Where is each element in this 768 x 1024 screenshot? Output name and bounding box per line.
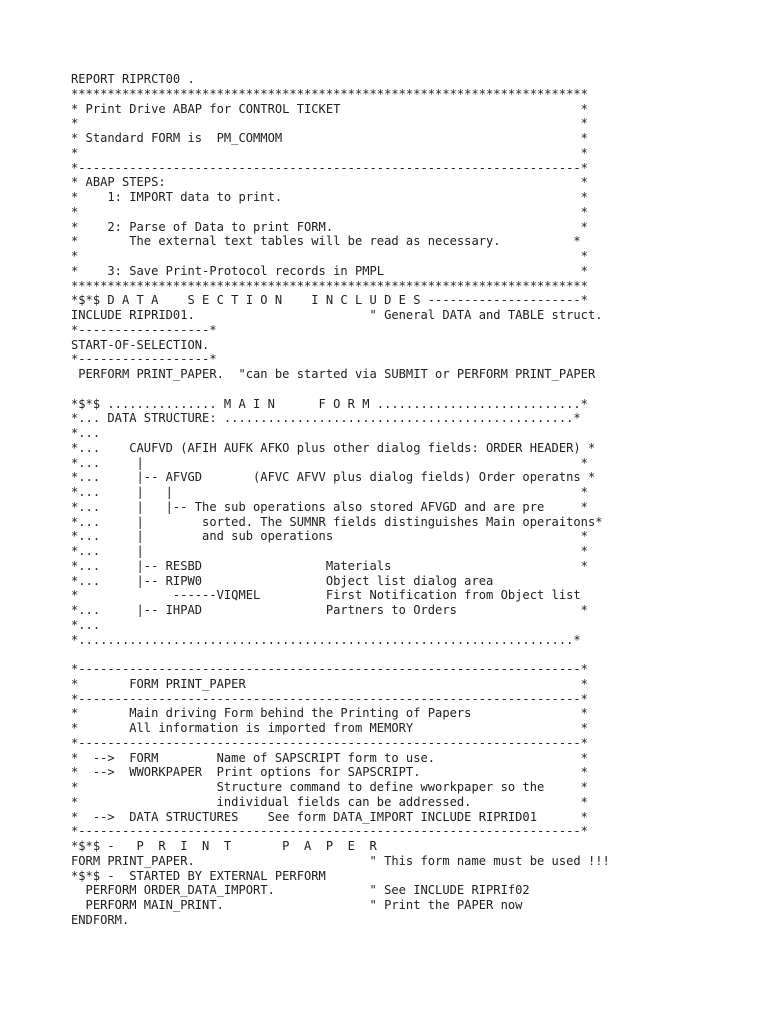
- code-line: PERFORM MAIN_PRINT. " Print the PAPER now: [71, 898, 523, 912]
- code-line: * 1: IMPORT data to print. *: [71, 190, 588, 204]
- code-line: *------------------*: [71, 352, 217, 367]
- code-line: PERFORM ORDER_DATA_IMPORT. " See INCLUDE RIPRIf02: [71, 883, 530, 898]
- code-line: * *: [71, 249, 588, 263]
- code-line: [71, 647, 631, 662]
- code-line: *$*$ ............... M A I N F O R M ............................*: [71, 396, 588, 411]
- code-line: * 2: Parse of Data to print FORM. *: [71, 219, 588, 234]
- code-line: * individual fields can be addressed. *: [71, 794, 588, 809]
- code-line: *---------------------------------------------------------------------*: [71, 662, 588, 676]
- code-line: * Print Drive ABAP for CONTROL TICKET *: [71, 101, 588, 116]
- code-line: *... | *: [71, 544, 588, 558]
- code-line: * ABAP STEPS: *: [71, 175, 588, 190]
- code-line: *$*$ - STARTED BY EXTERNAL PERFORM: [71, 868, 326, 883]
- code-line: *---------------------------------------------------------------------*: [71, 160, 588, 175]
- code-line: * The external text tables will be read as necessary. *: [71, 234, 581, 249]
- code-line: ***********************************************************************: [71, 86, 588, 101]
- code-line: ***********************************************************************: [71, 278, 588, 293]
- code-line: *...: [71, 617, 101, 632]
- code-line: *... | |-- The sub operations also stored AFVGD and are pre *: [71, 499, 588, 514]
- code-line: * All information is imported from MEMORY *: [71, 721, 588, 735]
- code-line: *... |-- IHPAD Partners to Orders *: [71, 603, 588, 617]
- code-line: INCLUDE RIPRID01. " General DATA and TABLE struct.: [71, 308, 603, 322]
- code-line: *... | and sub operations *: [71, 529, 588, 544]
- report-title-line: REPORT RIPRCT00 .: [71, 72, 195, 86]
- code-line: * ------VIQMEL First Notification from Object list: [71, 588, 581, 603]
- code-line: * --> WWORKPAPER Print options for SAPSCRIPT. *: [71, 765, 588, 780]
- code-line: * --> DATA STRUCTURES See form DATA_IMPORT INCLUDE RIPRID01 *: [71, 809, 588, 824]
- code-line: PERFORM PRINT_PAPER. "can be started via SUBMIT or PERFORM PRINT_PAPER: [71, 367, 596, 381]
- code-line: *$*$ D A T A S E C T I O N I N C L U D E S ---------------------*: [71, 293, 588, 308]
- code-line: *... | | *: [71, 485, 588, 499]
- abap-source-listing: [71, 72, 631, 928]
- code-line: *... | *: [71, 455, 588, 470]
- code-line: [71, 382, 631, 397]
- code-line: *---------------------------------------------------------------------*: [71, 824, 588, 839]
- code-line: * *: [71, 145, 588, 160]
- code-line: *... |-- RIPW0 Object list dialog area: [71, 573, 494, 588]
- code-line: * FORM PRINT_PAPER *: [71, 676, 588, 691]
- code-line: * *: [71, 204, 588, 219]
- code-line: * *: [71, 116, 588, 131]
- code-line: *....................................................................*: [71, 632, 581, 647]
- code-line: * Structure command to define wworkpaper so the *: [71, 780, 588, 794]
- code-line: * Main driving Form behind the Printing of Papers *: [71, 706, 588, 721]
- code-line: *... |-- AFVGD (AFVC AFVV plus dialog fields) Order operatns *: [71, 470, 596, 485]
- code-line: *$*$ - P R I N T P A P E R: [71, 839, 377, 853]
- code-line: *------------------*: [71, 322, 217, 337]
- code-line: *...: [71, 426, 101, 440]
- code-line: * 3: Save Print-Protocol records in PMPL *: [71, 263, 588, 278]
- code-line: *... CAUFVD (AFIH AUFK AFKO plus other dialog fields: ORDER HEADER) *: [71, 440, 596, 455]
- code-line: FORM PRINT_PAPER. " This form name must be used !!!: [71, 853, 610, 868]
- code-line: *... | sorted. The SUMNR fields distinguishes Main operaitons*: [71, 514, 603, 529]
- code-line: *---------------------------------------------------------------------*: [71, 691, 588, 706]
- code-line: START-OF-SELECTION.: [71, 337, 210, 352]
- code-line: * --> FORM Name of SAPSCRIPT form to use. *: [71, 750, 588, 765]
- code-line: * Standard FORM is PM_COMMOM *: [71, 131, 588, 145]
- code-line: ENDFORM.: [71, 912, 130, 927]
- code-line: *... |-- RESBD Materials *: [71, 558, 588, 573]
- code-line: *... DATA STRUCTURE: ................................................*: [71, 411, 581, 426]
- code-line: *---------------------------------------------------------------------*: [71, 735, 588, 750]
